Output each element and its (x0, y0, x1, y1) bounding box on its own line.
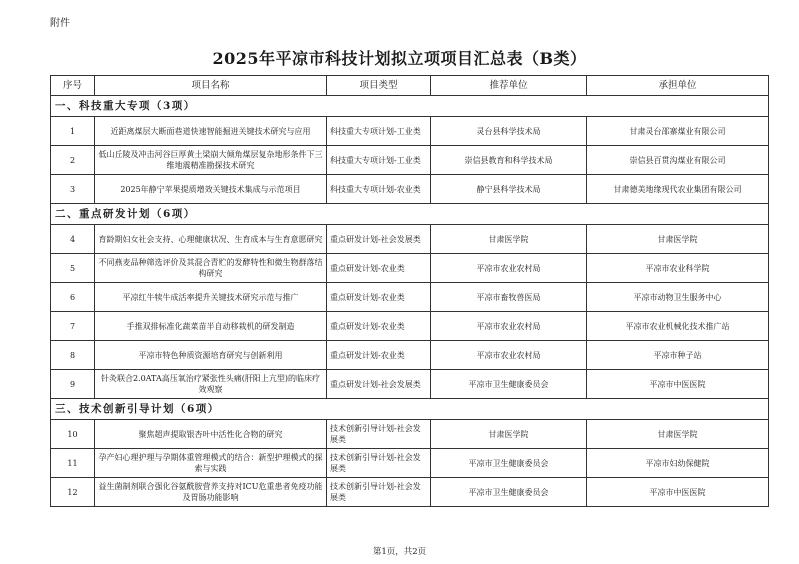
cell-recommending-unit: 甘肃医学院 (431, 420, 587, 449)
section-heading-row (51, 399, 769, 420)
page-footer: 第1页，共2页 (372, 547, 427, 557)
cell-index: 3 (51, 175, 95, 204)
section-heading-row (51, 96, 769, 117)
cell-index: 5 (51, 254, 95, 283)
cell-project-type: 重点研发计划-农业类 (327, 341, 431, 370)
cell-undertaking-unit: 崇信县百贯沟煤业有限公司 (587, 146, 769, 175)
cell-project-name: 针灸联合2.0ATA高压氧治疗紧张性头痛(肝阳上亢型)的临床疗效观察 (95, 370, 327, 399)
cell-undertaking-unit: 平凉市中医医院 (587, 478, 769, 507)
cell-project-name: 近距离煤层大断面巷道快速智能掘进关键技术研究与应用 (95, 117, 327, 146)
cell-project-type: 科技重大专项计划-工业类 (327, 146, 431, 175)
cell-project-type: 科技重大专项计划-农业类 (327, 175, 431, 204)
cell-index: 11 (51, 449, 95, 478)
cell-recommending-unit: 甘肃医学院 (431, 225, 587, 254)
cell-recommending-unit: 平凉市畜牧兽医局 (431, 283, 587, 312)
table-row (51, 117, 769, 146)
cell-project-type: 重点研发计划-农业类 (327, 312, 431, 341)
cell-project-name: 平凉市特色种质资源培育研究与创新利用 (95, 341, 327, 370)
table-row (51, 449, 769, 478)
cell-project-name: 手推双排标准化蔬菜苗半自动移栽机的研发制造 (95, 312, 327, 341)
cell-project-type: 重点研发计划-社会发展类 (327, 225, 431, 254)
cell-undertaking-unit: 平凉市农业机械化技术推广站 (587, 312, 769, 341)
cell-undertaking-unit: 平凉市农业科学院 (587, 254, 769, 283)
table-row (51, 146, 769, 175)
cell-recommending-unit: 平凉市农业农村局 (431, 341, 587, 370)
cell-recommending-unit: 静宁县科学技术局 (431, 175, 587, 204)
cell-index: 9 (51, 370, 95, 399)
cell-index: 10 (51, 420, 95, 449)
page-title: 2025年平凉市科技计划拟立项项目汇总表（B类） (212, 49, 587, 68)
table-row (51, 254, 769, 283)
header-undertaking-unit: 承担单位 (587, 76, 769, 96)
table-row (51, 370, 769, 399)
cell-undertaking-unit: 甘肃灵台邵寨煤业有限公司 (587, 117, 769, 146)
table-header-row (51, 76, 769, 96)
cell-project-name: 孕产妇心理护理与孕期体重管理模式的结合：新型护理模式的探索与实践 (95, 449, 327, 478)
cell-project-type: 重点研发计划-农业类 (327, 283, 431, 312)
cell-project-name: 不同燕麦品种筛选评价及其混合青贮的发酵特性和微生物群落结构研究 (95, 254, 327, 283)
cell-project-name: 低山丘陵及冲击河谷巨厚黄土梁崩大倾角煤层复杂地形条件下三维地震精准勘探技术研究 (95, 146, 327, 175)
cell-undertaking-unit: 平凉市种子站 (587, 341, 769, 370)
cell-index: 7 (51, 312, 95, 341)
cell-undertaking-unit: 平凉市中医医院 (587, 370, 769, 399)
attachment-label: 附件 (50, 18, 70, 29)
cell-recommending-unit: 平凉市卫生健康委员会 (431, 449, 587, 478)
cell-index: 12 (51, 478, 95, 507)
project-summary-table (50, 75, 769, 507)
cell-project-type: 技术创新引导计划-社会发展类 (327, 478, 431, 507)
cell-undertaking-unit: 平凉市动物卫生服务中心 (587, 283, 769, 312)
header-project-type: 项目类型 (327, 76, 431, 96)
header-index: 序号 (51, 76, 95, 96)
cell-undertaking-unit: 平凉市妇幼保健院 (587, 449, 769, 478)
cell-project-type: 科技重大专项计划-工业类 (327, 117, 431, 146)
cell-index: 2 (51, 146, 95, 175)
section-heading: 一、科技重大专项（3项） (51, 96, 769, 117)
cell-index: 8 (51, 341, 95, 370)
cell-recommending-unit: 平凉市农业农村局 (431, 254, 587, 283)
table-row (51, 341, 769, 370)
table-row (51, 478, 769, 507)
cell-recommending-unit: 平凉市卫生健康委员会 (431, 370, 587, 399)
cell-project-name: 益生菌制剂联合强化谷氨酰胺营养支持对ICU危重患者免疫功能及胃肠功能影响 (95, 478, 327, 507)
cell-undertaking-unit: 甘肃德美地缘现代农业集团有限公司 (587, 175, 769, 204)
table-row (51, 312, 769, 341)
cell-index: 6 (51, 283, 95, 312)
table-row (51, 175, 769, 204)
cell-index: 1 (51, 117, 95, 146)
table-row (51, 283, 769, 312)
cell-recommending-unit: 平凉市农业农村局 (431, 312, 587, 341)
header-recommending-unit: 推荐单位 (431, 76, 587, 96)
table-row (51, 420, 769, 449)
cell-project-type: 技术创新引导计划-社会发展类 (327, 449, 431, 478)
section-heading: 三、技术创新引导计划（6项） (51, 399, 769, 420)
cell-recommending-unit: 灵台县科学技术局 (431, 117, 587, 146)
cell-project-name: 聚焦超声提取银杏叶中活性化合物的研究 (95, 420, 327, 449)
cell-recommending-unit: 崇信县教育和科学技术局 (431, 146, 587, 175)
cell-project-type: 重点研发计划-社会发展类 (327, 370, 431, 399)
cell-project-name: 育龄期妇女社会支持、心理健康状况、生育成本与生育意愿研究 (95, 225, 327, 254)
cell-undertaking-unit: 甘肃医学院 (587, 420, 769, 449)
cell-project-type: 重点研发计划-农业类 (327, 254, 431, 283)
cell-project-name: 2025年静宁苹果提质增效关键技术集成与示范项目 (95, 175, 327, 204)
table-row (51, 225, 769, 254)
header-project-name: 项目名称 (95, 76, 327, 96)
section-heading-row (51, 204, 769, 225)
cell-index: 4 (51, 225, 95, 254)
cell-project-type: 技术创新引导计划-社会发展类 (327, 420, 431, 449)
cell-project-name: 平凉红牛犊牛成活率提升关键技术研究示范与推广 (95, 283, 327, 312)
section-heading: 二、重点研发计划（6项） (51, 204, 769, 225)
cell-recommending-unit: 平凉市卫生健康委员会 (431, 478, 587, 507)
cell-undertaking-unit: 甘肃医学院 (587, 225, 769, 254)
